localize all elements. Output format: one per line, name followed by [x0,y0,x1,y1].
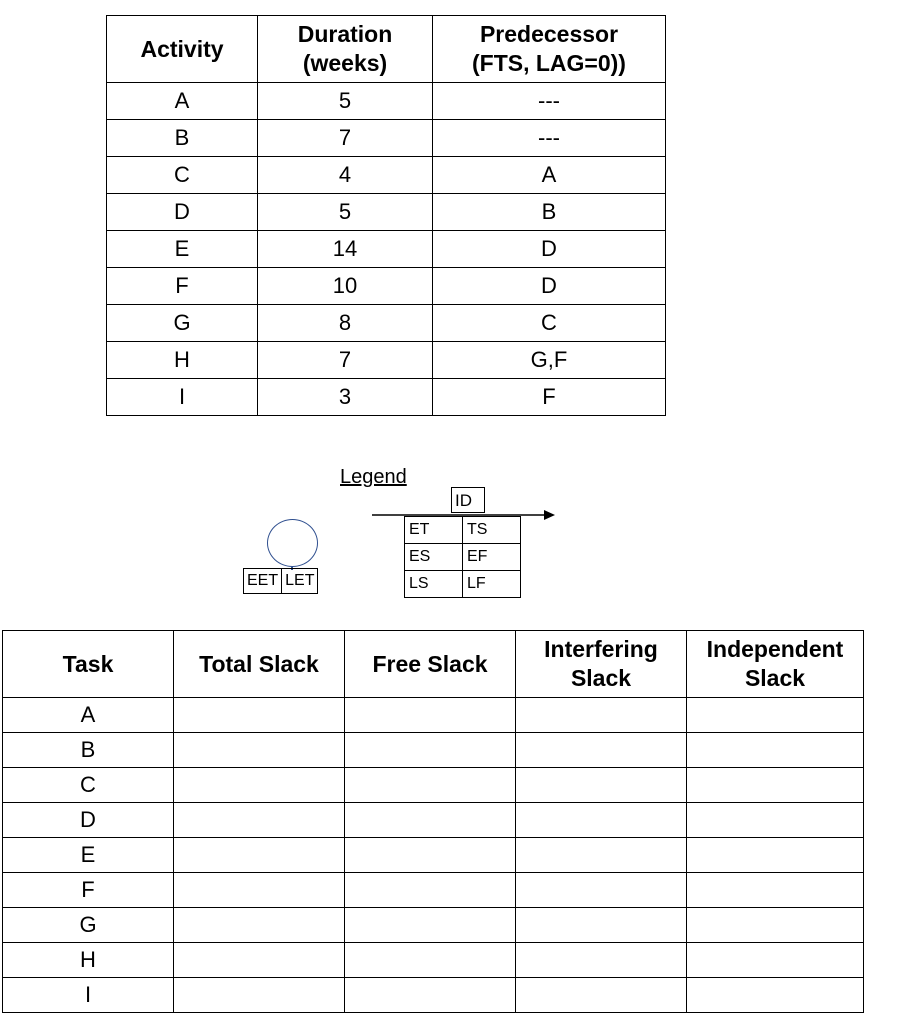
predecessor-cell: B [433,194,666,231]
total-slack-cell [174,978,345,1013]
predecessor-cell: F [433,379,666,416]
table-row [3,733,864,768]
independent-slack-cell [687,803,864,838]
duration-cell: 7 [258,120,433,157]
independent-slack-cell [687,838,864,873]
legend-title: Legend [340,466,407,488]
interfering-slack-cell [516,803,687,838]
total-slack-cell [174,768,345,803]
eet-label: EET [247,572,279,589]
table-row [107,379,666,416]
interfering-slack-cell [516,908,687,943]
free-slack-cell [345,908,516,943]
task-cell: G [3,908,174,943]
free-slack-cell [345,943,516,978]
duration-cell: 3 [258,379,433,416]
duration-cell: 5 [258,83,433,120]
free-slack-cell [345,768,516,803]
header-predecessor: Predecessor (FTS, LAG=0)) [433,16,666,83]
total-slack-cell [174,908,345,943]
independent-slack-cell [687,908,864,943]
predecessor-cell: --- [433,83,666,120]
table-row [3,768,864,803]
table-row [3,838,864,873]
total-slack-cell [174,873,345,908]
header-total-slack: Total Slack [174,631,345,698]
activity-cell: B [107,120,258,157]
table-row [107,268,666,305]
free-slack-cell [345,698,516,733]
free-slack-cell [345,803,516,838]
interfering-slack-cell [516,733,687,768]
total-slack-cell [174,943,345,978]
interfering-slack-cell [516,943,687,978]
predecessor-cell: A [433,157,666,194]
event-node-circle [267,519,318,567]
predecessor-cell: G,F [433,342,666,379]
independent-slack-cell [687,733,864,768]
table-row [107,194,666,231]
duration-cell: 8 [258,305,433,342]
legend-ts: TS [463,517,521,544]
header-interfering-slack: Interfering Slack [516,631,687,698]
table-row [3,698,864,733]
header-task: Task [3,631,174,698]
total-slack-cell [174,838,345,873]
table-row [107,305,666,342]
table-row [3,803,864,838]
free-slack-cell [345,838,516,873]
independent-slack-cell [687,943,864,978]
activity-cell: I [107,379,258,416]
predecessor-cell: C [433,305,666,342]
interfering-slack-cell [516,768,687,803]
table-row [3,908,864,943]
free-slack-cell [345,873,516,908]
slack-table [2,630,864,1013]
legend-ls: LS [405,571,463,598]
table-row [3,873,864,908]
table-row [107,83,666,120]
interfering-slack-cell [516,698,687,733]
header-free-slack: Free Slack [345,631,516,698]
event-node-labels [243,568,318,594]
independent-slack-cell [687,978,864,1013]
interfering-slack-cell [516,838,687,873]
free-slack-cell [345,978,516,1013]
table-row [107,231,666,268]
interfering-slack-cell [516,978,687,1013]
activity-cell: E [107,231,258,268]
task-cell: I [3,978,174,1013]
duration-cell: 7 [258,342,433,379]
activity-table-header [107,16,666,83]
task-cell: C [3,768,174,803]
table-row [107,120,666,157]
predecessor-cell: --- [433,120,666,157]
total-slack-cell [174,803,345,838]
legend-es: ES [405,544,463,571]
activity-cell: G [107,305,258,342]
duration-cell: 10 [258,268,433,305]
header-duration: Duration (weeks) [258,16,433,83]
table-row [3,978,864,1013]
independent-slack-cell [687,768,864,803]
activity-cell: F [107,268,258,305]
legend-ef: EF [463,544,521,571]
predecessor-cell: D [433,231,666,268]
activity-cell: H [107,342,258,379]
predecessor-cell: D [433,268,666,305]
duration-cell: 5 [258,194,433,231]
table-row [107,342,666,379]
independent-slack-cell [687,698,864,733]
legend-lf: LF [463,571,521,598]
task-cell: D [3,803,174,838]
legend-grid [404,516,521,598]
free-slack-cell [345,733,516,768]
activity-cell: A [107,83,258,120]
activity-cell: C [107,157,258,194]
interfering-slack-cell [516,873,687,908]
activity-table [106,15,666,416]
task-cell: H [3,943,174,978]
activity-cell: D [107,194,258,231]
table-row [3,943,864,978]
total-slack-cell [174,698,345,733]
legend-et: ET [405,517,463,544]
task-cell: A [3,698,174,733]
header-activity: Activity [107,16,258,83]
let-label: LET [281,569,317,593]
task-cell: E [3,838,174,873]
task-cell: F [3,873,174,908]
total-slack-cell [174,733,345,768]
activity-id-box: ID [451,487,485,513]
duration-cell: 4 [258,157,433,194]
slack-table-header [3,631,864,698]
task-cell: B [3,733,174,768]
table-row [107,157,666,194]
duration-cell: 14 [258,231,433,268]
header-independent-slack: Independent Slack [687,631,864,698]
independent-slack-cell [687,873,864,908]
